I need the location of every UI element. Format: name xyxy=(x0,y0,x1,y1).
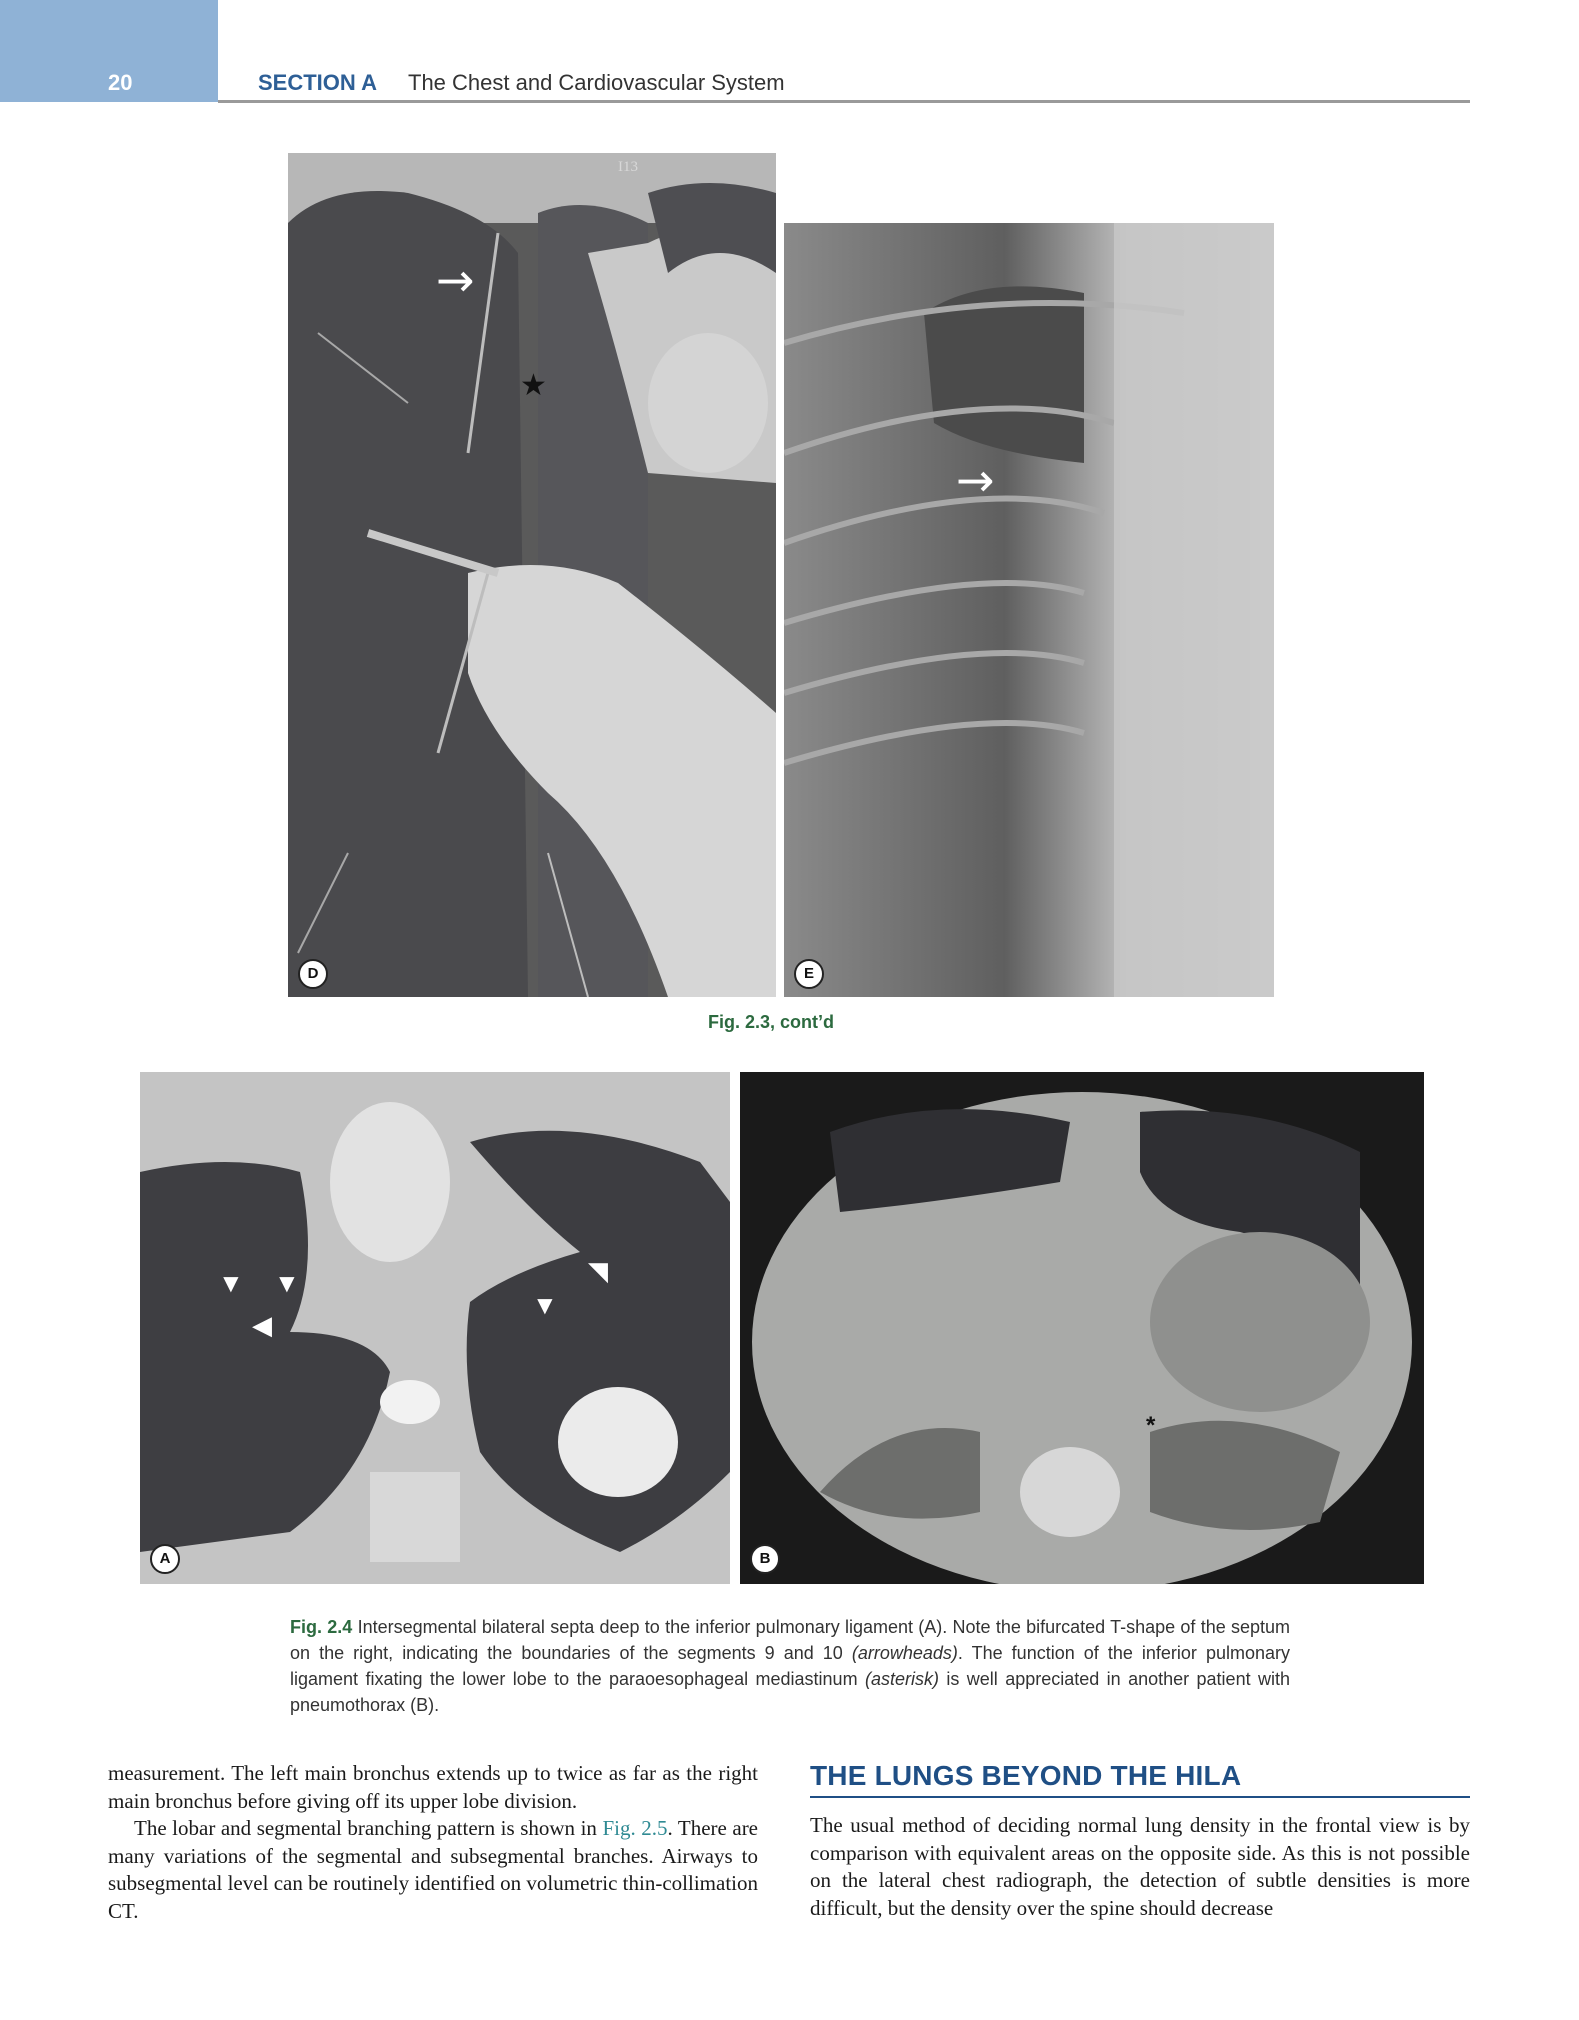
section-heading-rule xyxy=(810,1796,1470,1798)
figure-2-4-caption xyxy=(290,1614,1290,1718)
section-heading: THE LUNGS BEYOND THE HILA xyxy=(810,1760,1242,1791)
header-rule xyxy=(218,100,1470,103)
figure-2-4-caption-text-2: . The function of the inferior pulmonary ligament fixating the lower lobe to the paraoesophageal mediastinum xyxy=(290,1643,1290,1689)
right-paragraph-1: The usual method of deciding normal lung density in the frontal view is by comparison with equivalent areas on the opposite side. As this is not possible on the lateral chest radiograph, the detection of subtle densities is more difficult, but the density over the spine should decrease xyxy=(810,1813,1470,1920)
arrow-icon: → xyxy=(956,453,995,507)
left-paragraph-2-text-after: . There are many variations of the segmental and subsegmental branches. Airways to subsegmental level can be routinely identified on volumetric thin-collimation CT. xyxy=(108,1816,759,1923)
section-title: The Chest and Cardiovascular System xyxy=(408,70,785,95)
panel-d-label: D xyxy=(298,959,328,989)
left-paragraph-1: measurement. The left main bronchus extends up to twice as far as the right main bronchus before giving off its upper lobe division. xyxy=(108,1761,758,1813)
panel-b-label: B xyxy=(750,1544,780,1574)
figure-2-4-panel-b-image xyxy=(740,1072,1424,1584)
left-paragraph-2 xyxy=(108,1815,758,1925)
left-paragraph-2-text-before: The lobar and segmental branching pattern is shown in xyxy=(134,1816,603,1840)
panel-d-overlay-label: I13 xyxy=(618,159,638,175)
figure-2-4-caption-ref: Fig. 2.4 xyxy=(290,1617,353,1637)
figure-2-5-link[interactable]: Fig. 2.5 xyxy=(602,1816,668,1840)
figure-2-4-caption-italic-2: (asterisk) xyxy=(864,1669,939,1689)
figure-2-3-panel-e-image xyxy=(784,223,1274,997)
page-number: 20 xyxy=(108,70,133,95)
figure-2-3-panel-d-image xyxy=(288,153,776,997)
arrowhead-icon: ◥ xyxy=(588,1256,608,1286)
arrow-icon: → xyxy=(436,253,475,307)
arrowhead-icon: ◀ xyxy=(252,1310,272,1340)
section-label: SECTION A xyxy=(258,70,377,95)
panel-a-label: A xyxy=(150,1544,180,1574)
figure-2-4-caption-text-3: is well appreciated in another patient with pneumothorax (B). xyxy=(290,1669,1290,1715)
arrowhead-icon: ▼ xyxy=(532,1290,558,1320)
star-icon: ★ xyxy=(520,368,547,403)
asterisk-icon: * xyxy=(1146,1412,1156,1439)
figure-2-4-caption-italic-1: (arrowheads) xyxy=(851,1643,958,1663)
figure-2-4-panel-a-image xyxy=(140,1072,730,1584)
right-column-text xyxy=(810,1812,1470,1922)
left-column-text xyxy=(108,1760,758,1925)
panel-e-label: E xyxy=(794,959,824,989)
arrowhead-icon: ▼ xyxy=(274,1268,300,1298)
figure-2-4-caption-text-1: Intersegmental bilateral septa deep to the inferior pulmonary ligament (A). Note the bifurcated T-shape of the septum on the right, indicating the boundaries of the segments 9 and 10 xyxy=(290,1617,1291,1663)
figure-2-3-caption: Fig. 2.3, cont’d xyxy=(708,1012,835,1032)
arrowhead-icon: ▼ xyxy=(218,1268,244,1298)
